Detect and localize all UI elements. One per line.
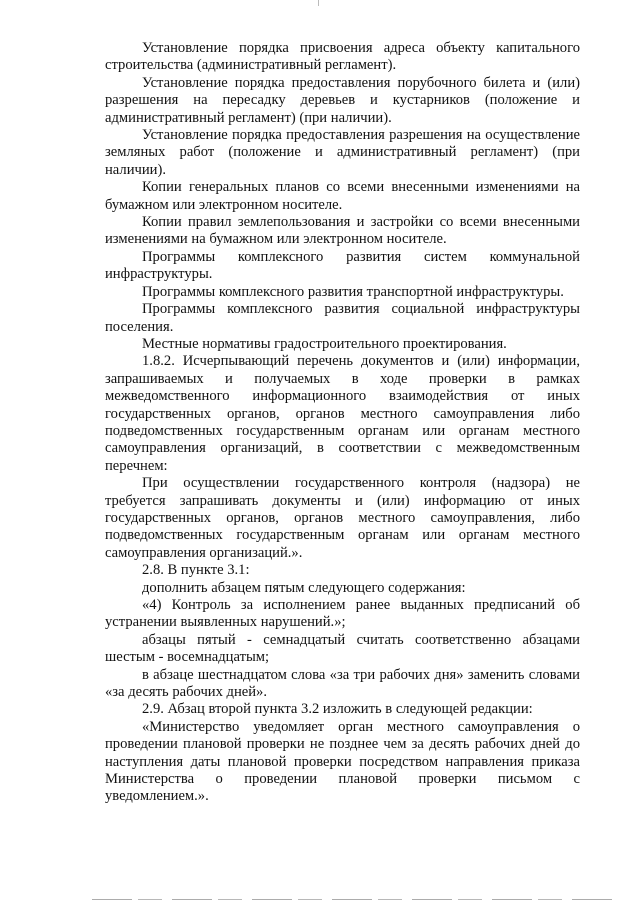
document-body <box>105 40 580 806</box>
paragraph: «Министерство уведомляет орган местного самоуправления о проведении плановой проверки не позднее чем за десять рабочих дней до наступления даты плановой проверки посредством направления приказа Министерства о проведении плановой проверки письмом с уведомлением.». <box>105 718 580 805</box>
paragraph: Установление порядка предоставления разрешения на осуществление земляных работ (положение и административный регламент) (при наличии). <box>105 127 580 178</box>
paragraph: дополнить абзацем пятым следующего содержания: <box>142 579 466 596</box>
paragraph: Копии генеральных планов со всеми внесенными изменениями на бумажном или электронном носителе. <box>105 179 580 213</box>
scan-mark <box>318 0 319 6</box>
paragraph: Установление порядка предоставления порубочного билета и (или) разрешения на пересадку деревьев и кустарников (положение и административный регламент) (при наличии). <box>105 74 580 126</box>
paragraph: Программы комплексного развития социальной инфраструктуры поселения. <box>105 301 580 335</box>
paragraph: «4) Контроль за исполнением ранее выданных предписаний об устранении выявленных нарушений.»; <box>105 597 580 631</box>
paragraph: в абзаце шестнадцатом слова «за три рабочих дня» заменить словами «за десять рабочих дней». <box>105 666 580 701</box>
paragraph: 1.8.2. Исчерпывающий перечень документов и (или) информации, запрашиваемых и получаемых в ходе проверки в рамках межведомственного информационного взаимодействия от иных государственных органов, органов местного самоуправления либо подведомственных государственным органам или органам местного самоуправления организаций, в соответствии с межведомственным перечнем: <box>105 353 580 474</box>
scan-edge-line <box>92 899 612 900</box>
paragraph: Программы комплексного развития транспортной инфраструктуры. <box>142 283 564 300</box>
paragraph: Программы комплексного развития систем коммунальной инфраструктуры. <box>105 248 580 283</box>
paragraph: 2.9. Абзац второй пункта 3.2 изложить в следующей редакции: <box>142 701 533 718</box>
paragraph: Местные нормативы градостроительного проектирования. <box>142 335 507 352</box>
paragraph: Копии правил землепользования и застройки со всеми внесенными изменениями на бумажном или электронном носителе. <box>105 214 580 248</box>
paragraph: 2.8. В пункте 3.1: <box>142 562 250 579</box>
paragraph: Установление порядка присвоения адреса объекту капитального строительства (административный регламент). <box>105 40 580 74</box>
paragraph: абзацы пятый - семнадцатый считать соответственно абзацами шестым - восемнадцатым; <box>105 631 580 666</box>
paragraph: При осуществлении государственного контроля (надзора) не требуется запрашивать документы и (или) информацию от иных государственных органов, органов местного самоуправления, либо подведомственных государственным органам или органам местного самоуправления организаций.». <box>105 475 580 561</box>
